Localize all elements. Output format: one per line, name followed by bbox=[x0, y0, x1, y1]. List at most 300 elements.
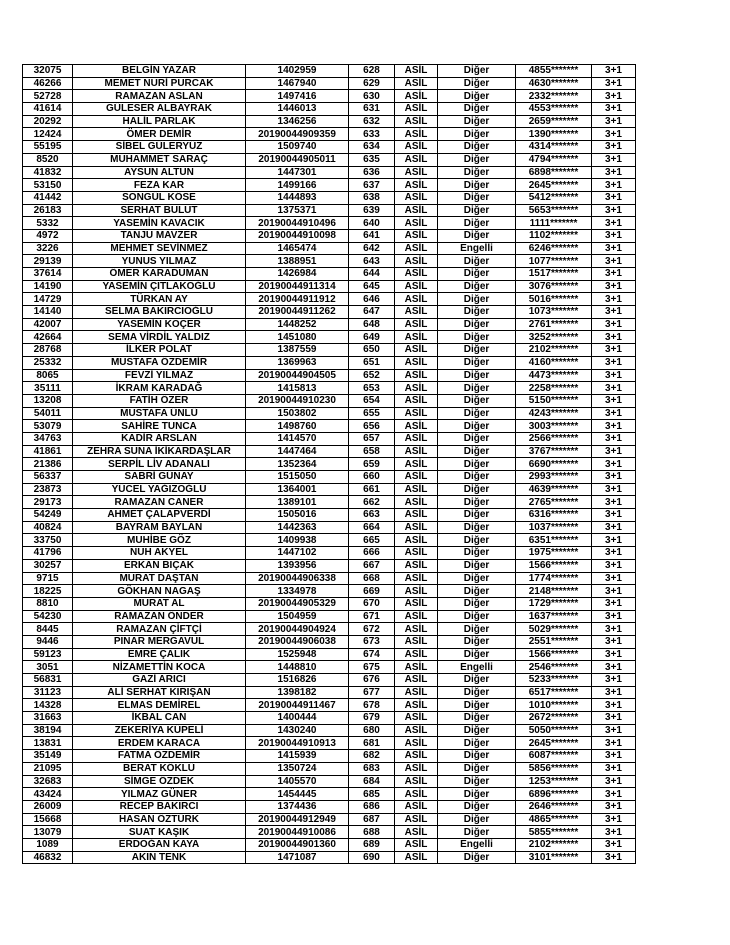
status-cell: ASİL bbox=[395, 623, 438, 636]
id-number-cell: 4855******* bbox=[516, 65, 592, 78]
table-row bbox=[23, 255, 636, 268]
application-no-cell: 20190044905329 bbox=[246, 597, 349, 610]
id-number-cell: 6898******* bbox=[516, 166, 592, 179]
applicant-no-cell: 46266 bbox=[23, 77, 73, 90]
table-row bbox=[23, 509, 636, 522]
application-no-cell: 20190044912949 bbox=[246, 813, 349, 826]
room-type-cell: 3+1 bbox=[592, 293, 636, 306]
name-cell: MUSTAFA ÖZDEMİR bbox=[73, 356, 246, 369]
applicant-no-cell: 29139 bbox=[23, 255, 73, 268]
name-cell: İKRAM KARADAĞ bbox=[73, 382, 246, 395]
name-cell: SEMA VİRDİL YALDIZ bbox=[73, 331, 246, 344]
table-row bbox=[23, 382, 636, 395]
group-cell: Diğer bbox=[438, 788, 516, 801]
id-number-cell: 2672******* bbox=[516, 712, 592, 725]
group-cell: Diğer bbox=[438, 394, 516, 407]
application-no-cell: 20190044904505 bbox=[246, 369, 349, 382]
id-number-cell: 1073******* bbox=[516, 306, 592, 319]
name-cell: BERAT KÖKLÜ bbox=[73, 762, 246, 775]
order-no-cell: 656 bbox=[349, 420, 395, 433]
application-no-cell: 1369963 bbox=[246, 356, 349, 369]
id-number-cell: 2646******* bbox=[516, 800, 592, 813]
name-cell: AKIN TENK bbox=[73, 851, 246, 864]
group-cell: Engelli bbox=[438, 661, 516, 674]
status-cell: ASİL bbox=[395, 204, 438, 217]
name-cell: RAMAZAN CANER bbox=[73, 496, 246, 509]
room-type-cell: 3+1 bbox=[592, 800, 636, 813]
order-no-cell: 635 bbox=[349, 153, 395, 166]
table-row bbox=[23, 724, 636, 737]
status-cell: ASİL bbox=[395, 382, 438, 395]
group-cell: Diğer bbox=[438, 750, 516, 763]
application-no-cell: 1389101 bbox=[246, 496, 349, 509]
room-type-cell: 3+1 bbox=[592, 179, 636, 192]
group-cell: Diğer bbox=[438, 90, 516, 103]
id-number-cell: 4314******* bbox=[516, 141, 592, 154]
name-cell: SİBEL GÜLERYÜZ bbox=[73, 141, 246, 154]
room-type-cell: 3+1 bbox=[592, 115, 636, 128]
status-cell: ASİL bbox=[395, 699, 438, 712]
status-cell: ASİL bbox=[395, 610, 438, 623]
name-cell: MUHİBE GÖZ bbox=[73, 534, 246, 547]
order-no-cell: 679 bbox=[349, 712, 395, 725]
applicant-no-cell: 35149 bbox=[23, 750, 73, 763]
room-type-cell: 3+1 bbox=[592, 217, 636, 230]
table-row bbox=[23, 179, 636, 192]
table-row bbox=[23, 762, 636, 775]
id-number-cell: 5856******* bbox=[516, 762, 592, 775]
applicant-no-cell: 26009 bbox=[23, 800, 73, 813]
table-row bbox=[23, 699, 636, 712]
table-row bbox=[23, 585, 636, 598]
id-number-cell: 6517******* bbox=[516, 686, 592, 699]
applicant-no-cell: 9715 bbox=[23, 572, 73, 585]
table-row bbox=[23, 191, 636, 204]
id-number-cell: 4473******* bbox=[516, 369, 592, 382]
id-number-cell: 1637******* bbox=[516, 610, 592, 623]
group-cell: Diğer bbox=[438, 306, 516, 319]
name-cell: FATMA ÖZDEMİR bbox=[73, 750, 246, 763]
order-no-cell: 639 bbox=[349, 204, 395, 217]
order-no-cell: 652 bbox=[349, 369, 395, 382]
name-cell: ÖMER KARADUMAN bbox=[73, 268, 246, 281]
table-row bbox=[23, 610, 636, 623]
name-cell: NİZAMETTİN KOCA bbox=[73, 661, 246, 674]
room-type-cell: 3+1 bbox=[592, 762, 636, 775]
status-cell: ASİL bbox=[395, 635, 438, 648]
name-cell: GÜLESER ALBAYRAK bbox=[73, 103, 246, 116]
applicant-no-cell: 31123 bbox=[23, 686, 73, 699]
id-number-cell: 6896******* bbox=[516, 788, 592, 801]
table-row bbox=[23, 77, 636, 90]
order-no-cell: 634 bbox=[349, 141, 395, 154]
room-type-cell: 3+1 bbox=[592, 572, 636, 585]
application-no-cell: 1393956 bbox=[246, 559, 349, 572]
name-cell: MEMET NURİ PURCAK bbox=[73, 77, 246, 90]
room-type-cell: 3+1 bbox=[592, 268, 636, 281]
room-type-cell: 3+1 bbox=[592, 648, 636, 661]
applicant-no-cell: 9446 bbox=[23, 635, 73, 648]
status-cell: ASİL bbox=[395, 534, 438, 547]
group-cell: Diğer bbox=[438, 572, 516, 585]
application-no-cell: 1447301 bbox=[246, 166, 349, 179]
order-no-cell: 641 bbox=[349, 229, 395, 242]
group-cell: Diğer bbox=[438, 344, 516, 357]
status-cell: ASİL bbox=[395, 306, 438, 319]
id-number-cell: 1037******* bbox=[516, 521, 592, 534]
order-no-cell: 660 bbox=[349, 471, 395, 484]
table-row bbox=[23, 826, 636, 839]
group-cell: Diğer bbox=[438, 458, 516, 471]
group-cell: Diğer bbox=[438, 65, 516, 78]
status-cell: ASİL bbox=[395, 191, 438, 204]
name-cell: PINAR MERGAVUL bbox=[73, 635, 246, 648]
room-type-cell: 3+1 bbox=[592, 90, 636, 103]
room-type-cell: 3+1 bbox=[592, 597, 636, 610]
id-number-cell: 3076******* bbox=[516, 280, 592, 293]
application-no-cell: 1405570 bbox=[246, 775, 349, 788]
status-cell: ASİL bbox=[395, 585, 438, 598]
id-number-cell: 4243******* bbox=[516, 407, 592, 420]
table-row bbox=[23, 737, 636, 750]
group-cell: Diğer bbox=[438, 432, 516, 445]
group-cell: Diğer bbox=[438, 559, 516, 572]
status-cell: ASİL bbox=[395, 331, 438, 344]
room-type-cell: 3+1 bbox=[592, 382, 636, 395]
room-type-cell: 3+1 bbox=[592, 661, 636, 674]
name-cell: KADİR ARSLAN bbox=[73, 432, 246, 445]
group-cell: Diğer bbox=[438, 293, 516, 306]
status-cell: ASİL bbox=[395, 750, 438, 763]
room-type-cell: 3+1 bbox=[592, 394, 636, 407]
applicant-no-cell: 29173 bbox=[23, 496, 73, 509]
status-cell: ASİL bbox=[395, 369, 438, 382]
applicant-no-cell: 14729 bbox=[23, 293, 73, 306]
name-cell: ÖMER DEMİR bbox=[73, 128, 246, 141]
order-no-cell: 643 bbox=[349, 255, 395, 268]
application-no-cell: 1430240 bbox=[246, 724, 349, 737]
id-number-cell: 3767******* bbox=[516, 445, 592, 458]
application-no-cell: 1415939 bbox=[246, 750, 349, 763]
table-row bbox=[23, 344, 636, 357]
table-row bbox=[23, 407, 636, 420]
application-no-cell: 1448810 bbox=[246, 661, 349, 674]
group-cell: Diğer bbox=[438, 623, 516, 636]
application-no-cell: 1350724 bbox=[246, 762, 349, 775]
id-number-cell: 1010******* bbox=[516, 699, 592, 712]
applicant-no-cell: 15668 bbox=[23, 813, 73, 826]
table-row bbox=[23, 712, 636, 725]
room-type-cell: 3+1 bbox=[592, 838, 636, 851]
table-row bbox=[23, 115, 636, 128]
status-cell: ASİL bbox=[395, 458, 438, 471]
name-cell: FATİH ÖZER bbox=[73, 394, 246, 407]
order-no-cell: 629 bbox=[349, 77, 395, 90]
name-cell: MURAT AL bbox=[73, 597, 246, 610]
applicant-no-cell: 46832 bbox=[23, 851, 73, 864]
table-row bbox=[23, 229, 636, 242]
order-no-cell: 689 bbox=[349, 838, 395, 851]
applicant-no-cell: 1089 bbox=[23, 838, 73, 851]
applicant-no-cell: 42007 bbox=[23, 318, 73, 331]
order-no-cell: 650 bbox=[349, 344, 395, 357]
id-number-cell: 1517******* bbox=[516, 268, 592, 281]
table-row bbox=[23, 369, 636, 382]
applicant-no-cell: 3051 bbox=[23, 661, 73, 674]
group-cell: Diğer bbox=[438, 255, 516, 268]
table-row bbox=[23, 394, 636, 407]
room-type-cell: 3+1 bbox=[592, 280, 636, 293]
id-number-cell: 3252******* bbox=[516, 331, 592, 344]
applicant-no-cell: 53079 bbox=[23, 420, 73, 433]
room-type-cell: 3+1 bbox=[592, 851, 636, 864]
id-number-cell: 1729******* bbox=[516, 597, 592, 610]
applicant-no-cell: 14190 bbox=[23, 280, 73, 293]
application-no-cell: 1509740 bbox=[246, 141, 349, 154]
application-no-cell: 1447464 bbox=[246, 445, 349, 458]
order-no-cell: 670 bbox=[349, 597, 395, 610]
group-cell: Diğer bbox=[438, 191, 516, 204]
order-no-cell: 667 bbox=[349, 559, 395, 572]
order-no-cell: 628 bbox=[349, 65, 395, 78]
status-cell: ASİL bbox=[395, 407, 438, 420]
applicant-no-cell: 21095 bbox=[23, 762, 73, 775]
group-cell: Diğer bbox=[438, 635, 516, 648]
status-cell: ASİL bbox=[395, 597, 438, 610]
order-no-cell: 672 bbox=[349, 623, 395, 636]
room-type-cell: 3+1 bbox=[592, 331, 636, 344]
room-type-cell: 3+1 bbox=[592, 547, 636, 560]
application-no-cell: 1465474 bbox=[246, 242, 349, 255]
room-type-cell: 3+1 bbox=[592, 229, 636, 242]
table-row bbox=[23, 318, 636, 331]
id-number-cell: 6246******* bbox=[516, 242, 592, 255]
id-number-cell: 1566******* bbox=[516, 559, 592, 572]
id-number-cell: 2566******* bbox=[516, 432, 592, 445]
name-cell: ERDOĞAN KAYA bbox=[73, 838, 246, 851]
name-cell: AHMET ÇALAPVERDİ bbox=[73, 509, 246, 522]
application-no-cell: 20190044906338 bbox=[246, 572, 349, 585]
group-cell: Diğer bbox=[438, 712, 516, 725]
table-row bbox=[23, 496, 636, 509]
order-no-cell: 647 bbox=[349, 306, 395, 319]
name-cell: FEVZİ YILMAZ bbox=[73, 369, 246, 382]
table-row bbox=[23, 141, 636, 154]
room-type-cell: 3+1 bbox=[592, 826, 636, 839]
status-cell: ASİL bbox=[395, 851, 438, 864]
name-cell: AYSUN ALTUN bbox=[73, 166, 246, 179]
room-type-cell: 3+1 bbox=[592, 420, 636, 433]
order-no-cell: 684 bbox=[349, 775, 395, 788]
applicant-no-cell: 5332 bbox=[23, 217, 73, 230]
id-number-cell: 6690******* bbox=[516, 458, 592, 471]
applicant-no-cell: 28768 bbox=[23, 344, 73, 357]
status-cell: ASİL bbox=[395, 179, 438, 192]
application-no-cell: 20190044909359 bbox=[246, 128, 349, 141]
application-no-cell: 1402959 bbox=[246, 65, 349, 78]
applicant-no-cell: 52728 bbox=[23, 90, 73, 103]
order-no-cell: 657 bbox=[349, 432, 395, 445]
room-type-cell: 3+1 bbox=[592, 483, 636, 496]
name-cell: NUH AKYEL bbox=[73, 547, 246, 560]
table-row bbox=[23, 800, 636, 813]
order-no-cell: 676 bbox=[349, 674, 395, 687]
application-no-cell: 20190044904924 bbox=[246, 623, 349, 636]
room-type-cell: 3+1 bbox=[592, 128, 636, 141]
group-cell: Diğer bbox=[438, 268, 516, 281]
table-row bbox=[23, 838, 636, 851]
name-cell: İLKER POLAT bbox=[73, 344, 246, 357]
status-cell: ASİL bbox=[395, 648, 438, 661]
table-row bbox=[23, 813, 636, 826]
group-cell: Diğer bbox=[438, 471, 516, 484]
room-type-cell: 3+1 bbox=[592, 432, 636, 445]
application-no-cell: 1387559 bbox=[246, 344, 349, 357]
application-no-cell: 20190044911467 bbox=[246, 699, 349, 712]
table-row bbox=[23, 204, 636, 217]
id-number-cell: 6316******* bbox=[516, 509, 592, 522]
order-no-cell: 636 bbox=[349, 166, 395, 179]
group-cell: Diğer bbox=[438, 585, 516, 598]
room-type-cell: 3+1 bbox=[592, 635, 636, 648]
group-cell: Diğer bbox=[438, 382, 516, 395]
application-no-cell: 1503802 bbox=[246, 407, 349, 420]
status-cell: ASİL bbox=[395, 686, 438, 699]
table-row bbox=[23, 432, 636, 445]
status-cell: ASİL bbox=[395, 509, 438, 522]
name-cell: ZEKERİYA KÜPELİ bbox=[73, 724, 246, 737]
group-cell: Diğer bbox=[438, 813, 516, 826]
group-cell: Diğer bbox=[438, 204, 516, 217]
name-cell: ELMAS DEMİREL bbox=[73, 699, 246, 712]
id-number-cell: 3101******* bbox=[516, 851, 592, 864]
applicant-no-cell: 8810 bbox=[23, 597, 73, 610]
applicant-no-cell: 23873 bbox=[23, 483, 73, 496]
room-type-cell: 3+1 bbox=[592, 255, 636, 268]
name-cell: SONGÜL KÖSE bbox=[73, 191, 246, 204]
applicant-no-cell: 21386 bbox=[23, 458, 73, 471]
status-cell: ASİL bbox=[395, 483, 438, 496]
id-number-cell: 2258******* bbox=[516, 382, 592, 395]
order-no-cell: 690 bbox=[349, 851, 395, 864]
table-row bbox=[23, 547, 636, 560]
applicant-no-cell: 35111 bbox=[23, 382, 73, 395]
applicant-no-cell: 26183 bbox=[23, 204, 73, 217]
applicant-no-cell: 59123 bbox=[23, 648, 73, 661]
applicant-no-cell: 41832 bbox=[23, 166, 73, 179]
id-number-cell: 2551******* bbox=[516, 635, 592, 648]
status-cell: ASİL bbox=[395, 826, 438, 839]
name-cell: RAMAZAN ASLAN bbox=[73, 90, 246, 103]
name-cell: RECEP BAKIRCI bbox=[73, 800, 246, 813]
application-no-cell: 20190044911262 bbox=[246, 306, 349, 319]
id-number-cell: 4865******* bbox=[516, 813, 592, 826]
application-no-cell: 1375371 bbox=[246, 204, 349, 217]
id-number-cell: 2645******* bbox=[516, 179, 592, 192]
group-cell: Diğer bbox=[438, 800, 516, 813]
application-no-cell: 1499166 bbox=[246, 179, 349, 192]
room-type-cell: 3+1 bbox=[592, 521, 636, 534]
group-cell: Diğer bbox=[438, 115, 516, 128]
order-no-cell: 668 bbox=[349, 572, 395, 585]
id-number-cell: 2332******* bbox=[516, 90, 592, 103]
status-cell: ASİL bbox=[395, 115, 438, 128]
status-cell: ASİL bbox=[395, 737, 438, 750]
order-no-cell: 669 bbox=[349, 585, 395, 598]
group-cell: Diğer bbox=[438, 141, 516, 154]
table-row bbox=[23, 559, 636, 572]
applicant-no-cell: 13831 bbox=[23, 737, 73, 750]
applicant-no-cell: 25332 bbox=[23, 356, 73, 369]
application-no-cell: 1444893 bbox=[246, 191, 349, 204]
name-cell: YASEMİN ÇITLAKOĞLU bbox=[73, 280, 246, 293]
status-cell: ASİL bbox=[395, 788, 438, 801]
status-cell: ASİL bbox=[395, 65, 438, 78]
order-no-cell: 673 bbox=[349, 635, 395, 648]
applicant-no-cell: 32075 bbox=[23, 65, 73, 78]
applicant-no-cell: 33750 bbox=[23, 534, 73, 547]
group-cell: Diğer bbox=[438, 217, 516, 230]
application-no-cell: 1352364 bbox=[246, 458, 349, 471]
group-cell: Diğer bbox=[438, 420, 516, 433]
application-no-cell: 20190044910098 bbox=[246, 229, 349, 242]
status-cell: ASİL bbox=[395, 356, 438, 369]
id-number-cell: 1253******* bbox=[516, 775, 592, 788]
group-cell: Diğer bbox=[438, 534, 516, 547]
name-cell: MEHMET SEVİNMEZ bbox=[73, 242, 246, 255]
applicant-no-cell: 37614 bbox=[23, 268, 73, 281]
status-cell: ASİL bbox=[395, 90, 438, 103]
id-number-cell: 2645******* bbox=[516, 737, 592, 750]
application-no-cell: 1516826 bbox=[246, 674, 349, 687]
application-no-cell: 20190044911912 bbox=[246, 293, 349, 306]
name-cell: SABRİ GÜNAY bbox=[73, 471, 246, 484]
order-no-cell: 675 bbox=[349, 661, 395, 674]
order-no-cell: 687 bbox=[349, 813, 395, 826]
name-cell: YASEMİN KOÇER bbox=[73, 318, 246, 331]
order-no-cell: 665 bbox=[349, 534, 395, 547]
order-no-cell: 649 bbox=[349, 331, 395, 344]
group-cell: Diğer bbox=[438, 521, 516, 534]
status-cell: ASİL bbox=[395, 293, 438, 306]
application-no-cell: 1497416 bbox=[246, 90, 349, 103]
order-no-cell: 659 bbox=[349, 458, 395, 471]
applicant-no-cell: 3226 bbox=[23, 242, 73, 255]
applicant-no-cell: 8065 bbox=[23, 369, 73, 382]
name-cell: SELMA BAKIRCIOĞLU bbox=[73, 306, 246, 319]
applicant-no-cell: 41861 bbox=[23, 445, 73, 458]
group-cell: Diğer bbox=[438, 610, 516, 623]
table-row bbox=[23, 306, 636, 319]
table-row bbox=[23, 534, 636, 547]
room-type-cell: 3+1 bbox=[592, 712, 636, 725]
status-cell: ASİL bbox=[395, 559, 438, 572]
group-cell: Diğer bbox=[438, 648, 516, 661]
status-cell: ASİL bbox=[395, 496, 438, 509]
applicant-no-cell: 31663 bbox=[23, 712, 73, 725]
id-number-cell: 5150******* bbox=[516, 394, 592, 407]
order-no-cell: 655 bbox=[349, 407, 395, 420]
status-cell: ASİL bbox=[395, 813, 438, 826]
room-type-cell: 3+1 bbox=[592, 534, 636, 547]
application-no-cell: 20190044905011 bbox=[246, 153, 349, 166]
applicant-no-cell: 20292 bbox=[23, 115, 73, 128]
room-type-cell: 3+1 bbox=[592, 699, 636, 712]
status-cell: ASİL bbox=[395, 712, 438, 725]
order-no-cell: 688 bbox=[349, 826, 395, 839]
status-cell: ASİL bbox=[395, 103, 438, 116]
table-row bbox=[23, 331, 636, 344]
